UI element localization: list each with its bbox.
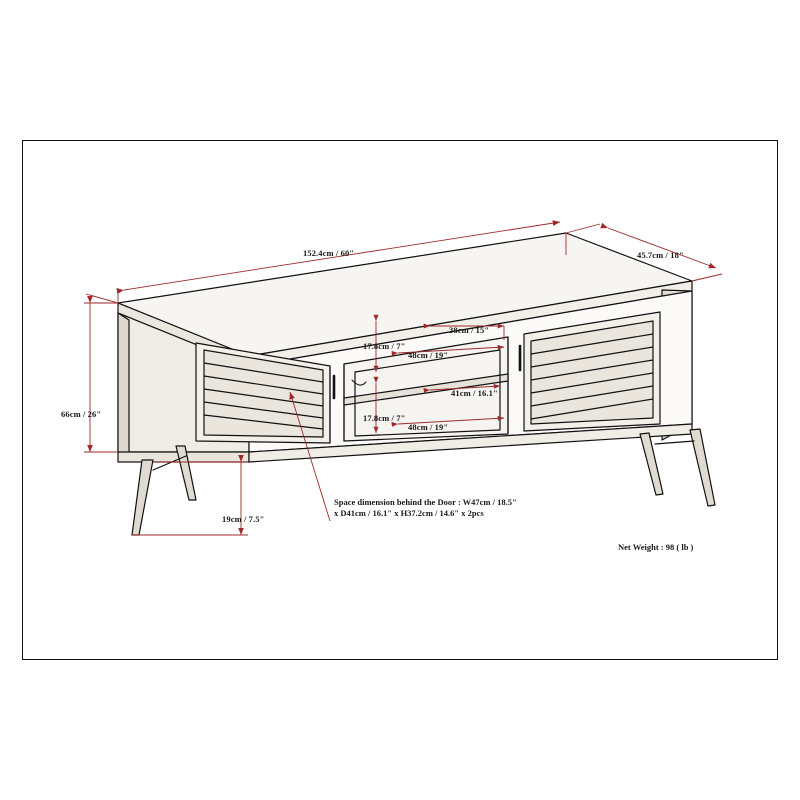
door-space-note — [334, 497, 517, 519]
dimension-label-depth: 45.7cm / 18" — [637, 250, 684, 260]
dimension-label-bottom-shelf-width: 48cm / 19" — [408, 422, 449, 432]
dimension-label-height: 66cm / 26" — [61, 409, 102, 419]
dimension-label-bottom-shelf-height: 17.8cm / 7" — [363, 413, 406, 423]
net-weight-label: Net Weight : 98 ( lb ) — [618, 542, 694, 552]
dimension-label-top-shelf-width: 48cm / 19" — [408, 350, 449, 360]
dimension-label-mid-depth: 41cm / 16.1" — [451, 388, 498, 398]
dimension-label-width: 152.4cm / 60" — [303, 248, 355, 258]
dimension-label-leg-height: 19cm / 7.5" — [222, 514, 265, 524]
door-space-note-line-2: x D41cm / 16.1" x H37.2cm / 14.6" x 2pcs — [334, 508, 484, 518]
dimension-label-shelf-depth: 38cm / 15" — [449, 325, 490, 335]
door-space-note-line-1: Space dimension behind the Door : W47cm / 18.5" — [334, 497, 517, 507]
dimension-label-top-shelf-height: 17.8cm / 7" — [363, 341, 406, 351]
